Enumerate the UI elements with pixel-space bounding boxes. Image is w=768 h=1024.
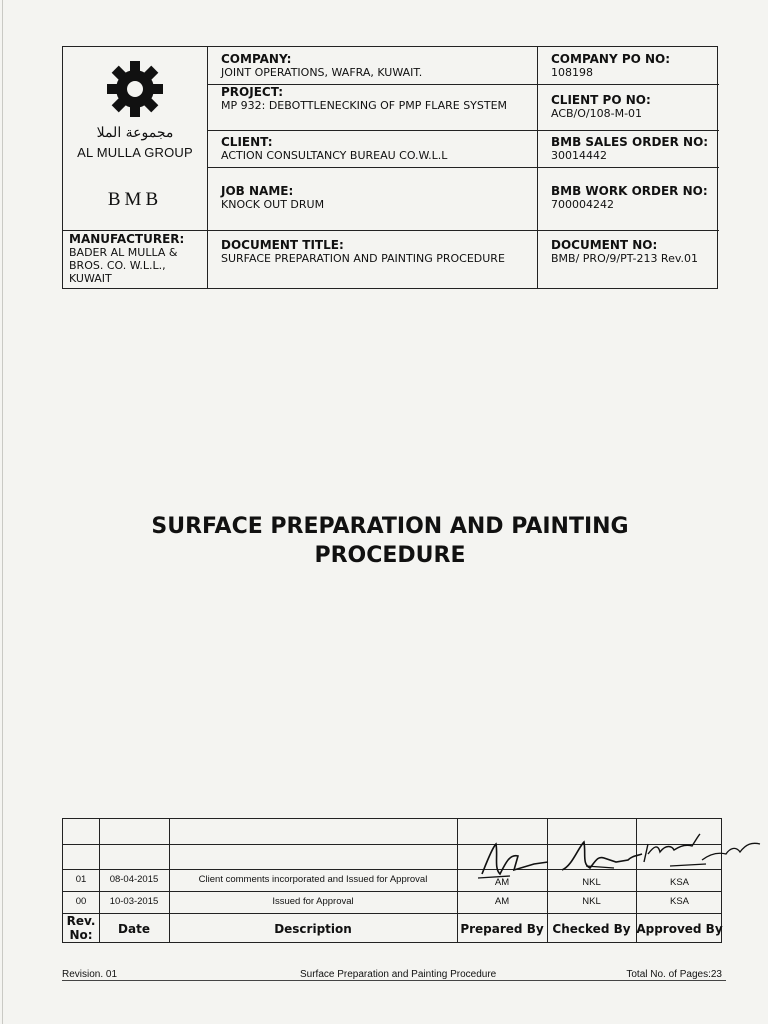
rev-header-approved: Approved By <box>636 922 723 936</box>
rev-date: 10-03-2015 <box>109 896 159 907</box>
divider <box>63 913 721 914</box>
divider <box>537 130 719 131</box>
rev-prepared: AM <box>494 896 510 907</box>
sales-order-value: 30014442 <box>551 149 607 162</box>
project-value: MP 932: DEBOTTLENECKING OF PMP FLARE SYSTEM <box>221 99 508 112</box>
page-title <box>60 512 720 570</box>
sales-order-label: BMB SALES ORDER NO: <box>551 135 709 149</box>
company-label: COMPANY: <box>221 52 292 66</box>
rev-header-rev-line: Rev. <box>66 914 96 928</box>
project-label: PROJECT: <box>221 85 284 99</box>
doc-no-value: BMB/ PRO/9/PT-213 Rev.01 <box>551 252 699 265</box>
rev-header-rev <box>63 914 99 942</box>
rev-description: Client comments incorporated and Issued for Approval <box>198 874 428 885</box>
manufacturer-line: KUWAIT <box>69 272 112 285</box>
scan-edge <box>2 0 3 1024</box>
rev-checked: NKL <box>582 877 601 888</box>
manufacturer-label: MANUFACTURER: <box>69 232 185 246</box>
rev-date: 08-04-2015 <box>109 874 159 885</box>
sales-order-cell <box>551 136 708 162</box>
checked-by-signature <box>556 830 648 880</box>
logo-brand: BMB <box>107 189 163 210</box>
rev-no: 00 <box>75 896 87 907</box>
approved-by-signature <box>640 832 764 874</box>
project-cell <box>221 86 507 112</box>
divider <box>537 84 719 85</box>
manufacturer-line: BADER AL MULLA & <box>69 246 178 259</box>
doc-title-cell <box>221 239 505 265</box>
header-table <box>62 46 718 289</box>
divider <box>207 130 537 131</box>
rev-approved: KSA <box>669 877 689 888</box>
rev-header-date: Date <box>118 922 150 936</box>
rev-checked: NKL <box>582 896 601 907</box>
client-po-value: ACB/O/108-M-01 <box>551 107 643 120</box>
work-order-label: BMB WORK ORDER NO: <box>551 184 708 198</box>
work-order-value: 700004242 <box>551 198 614 211</box>
doc-no-label: DOCUMENT NO: <box>551 238 658 252</box>
company-logo <box>63 47 207 231</box>
rev-approved: KSA <box>669 896 689 907</box>
client-po-cell <box>551 94 651 120</box>
rev-header-rev-line: No: <box>69 928 93 942</box>
doc-title-label: DOCUMENT TITLE: <box>221 238 344 252</box>
job-label: JOB NAME: <box>221 184 294 198</box>
doc-no-cell <box>551 239 698 265</box>
rev-description: Issued for Approval <box>272 896 354 907</box>
page-title-line: PROCEDURE <box>314 543 466 568</box>
company-po-value: 108198 <box>551 66 593 79</box>
footer-revision: Revision. 01 <box>62 969 118 980</box>
rev-header-checked: Checked By <box>552 922 631 936</box>
company-po-cell <box>551 53 670 79</box>
rev-header-prepared: Prepared By <box>460 922 544 936</box>
divider <box>207 167 719 168</box>
page-title-line: SURFACE PREPARATION AND PAINTING <box>151 514 629 539</box>
divider <box>63 891 721 892</box>
company-po-label: COMPANY PO NO: <box>551 52 671 66</box>
footer-rule <box>62 980 726 981</box>
manufacturer-cell <box>69 233 184 285</box>
logo-group-name: AL MULLA GROUP <box>77 145 193 160</box>
footer-title: Surface Preparation and Painting Procedure <box>300 969 497 980</box>
prepared-by-signature <box>474 834 554 886</box>
work-order-cell <box>551 185 708 211</box>
logo-arabic-name: مجموعة الملا <box>96 125 174 141</box>
rev-header-description: Description <box>274 922 352 936</box>
client-value: ACTION CONSULTANCY BUREAU CO.W.L.L <box>221 149 448 162</box>
job-value: KNOCK OUT DRUM <box>221 198 325 211</box>
client-po-label: CLIENT PO NO: <box>551 93 651 107</box>
manufacturer-line: BROS. CO. W.L.L., <box>69 259 166 272</box>
job-cell <box>221 185 324 211</box>
rev-prepared: AM <box>494 877 510 888</box>
gear-logo-icon <box>105 59 165 119</box>
doc-title-value: SURFACE PREPARATION AND PAINTING PROCEDURE <box>221 252 505 265</box>
client-cell <box>221 136 447 162</box>
company-cell <box>221 53 422 79</box>
rev-no: 01 <box>75 874 87 885</box>
company-value: JOINT OPERATIONS, WAFRA, KUWAIT. <box>221 66 423 79</box>
footer-pages: Total No. of Pages:23 <box>626 969 722 980</box>
client-label: CLIENT: <box>221 135 273 149</box>
